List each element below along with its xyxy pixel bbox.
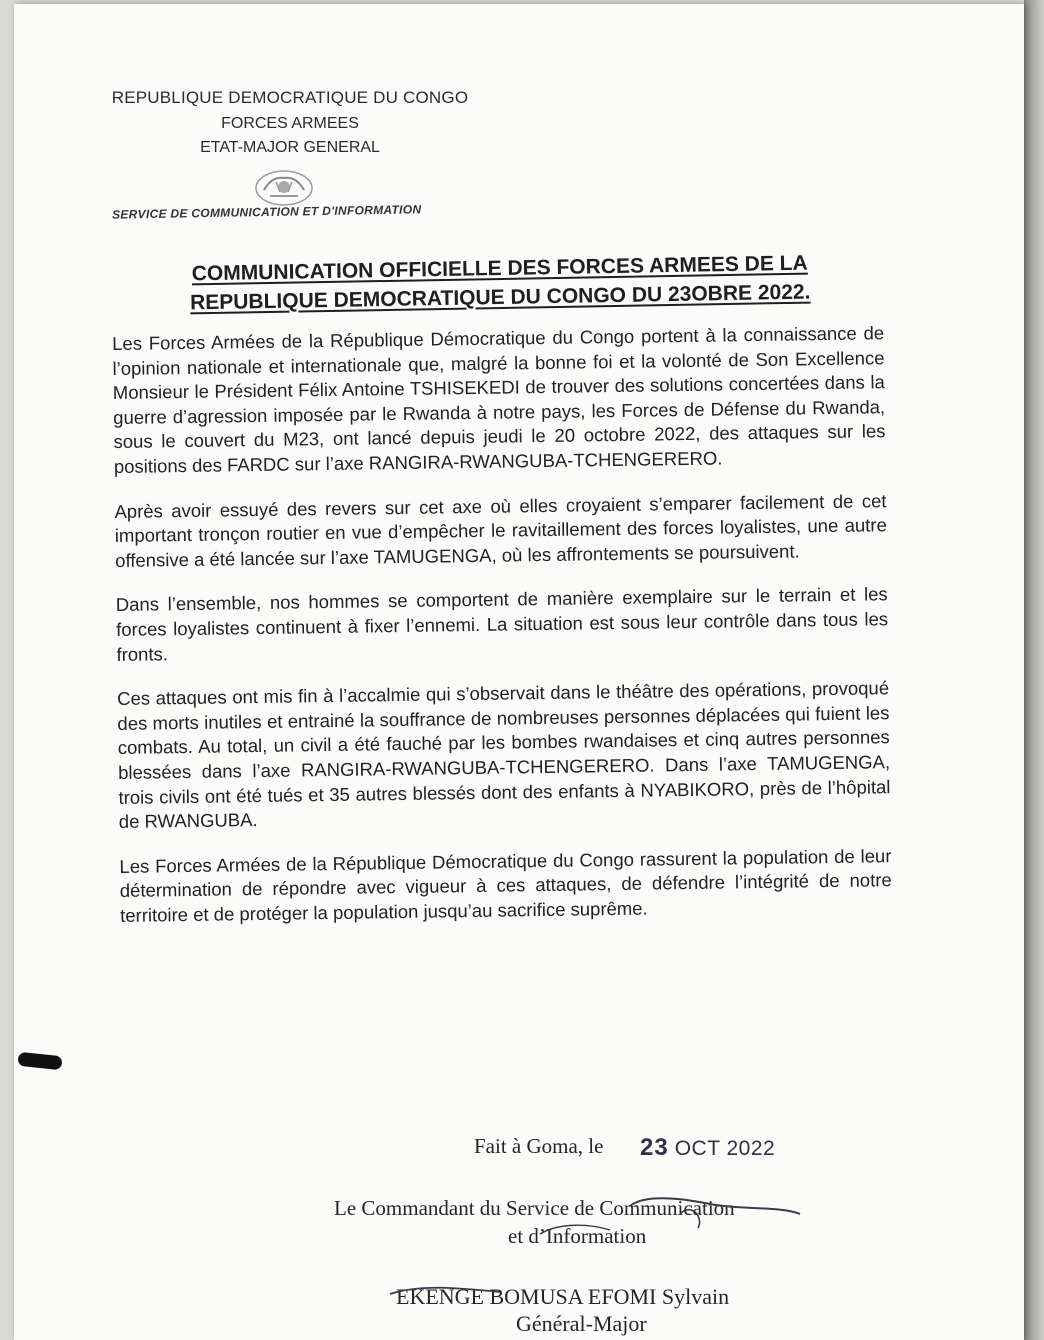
paragraph: Ces attaques ont mis fin à l’accalmie qui s’observait dans le théâtre des opérations, provoqué des morts inutiles et entrainé la souffrance de nombreuses personnes déplacées qui fuient les combats. Au total, un civil a été fauché par les bombes rwandaises et cinq autres personnes blessées dans l’axe RANGIRA-RWANGUBA-TCHENGERERO. Dans l’axe TAMUGENGA, trois civils ont été tués et 35 autres blessés dont des enfants à NYABIKORO, près de l’hôpital de RWANGUBA. (116, 677, 891, 833)
date-stamp-month-year: OCT 2022 (674, 1137, 776, 1160)
header-forces: FORCES ARMEES (221, 115, 359, 132)
signatory-name: EKENGE BOMUSA EFOMI Sylvain (396, 1284, 730, 1309)
scan-edge-shadow (1024, 0, 1044, 1340)
title-line-2: REPUBLIQUE DEMOCRATIQUE DU CONGO DU 23OBRE 2022. (189, 280, 811, 315)
emblem-icon (252, 168, 316, 208)
header-staff: ETAT-MAJOR GENERAL (200, 139, 380, 156)
document-body (112, 321, 893, 948)
title-line-1: COMMUNICATION OFFICIELLE DES FORCES ARMEES DE LA (191, 251, 808, 286)
paragraph: Les Forces Armées de la République Démocratique du Congo portent à la connaissance de l’opinion nationale et internationale que, malgré la bonne foi et la volonté de Son Excellence Monsieur le Président Félix Antoine TSHISEKEDI de trouver des solutions concertées dans la guerre d’agression imposée par le Rwanda à notre pays, les Forces de Défense du Rwanda, sous le couvert du M23, ont lancé depuis jeudi le 20 octobre 2022, des attaques sur les positions des FARDC sur l’axe RANGIRA-RWANGUBA-TCHENGERERO. (112, 322, 886, 477)
header-country: REPUBLIQUE DEMOCRATIQUE DU CONGO (111, 88, 469, 107)
date-stamp-day: 23 (640, 1134, 669, 1161)
paragraph: Les Forces Armées de la République Démocratique du Congo rassurent la population de leur détermination de répondre avec vigueur à ces attaques, de défendre l’intégrité de notre territoire et de protéger la population jusqu’au sacrifice suprême. (119, 844, 892, 926)
signatory-title-line-2: et d’Information (508, 1224, 647, 1248)
date-stamp (640, 1134, 775, 1162)
place-date-label: Fait à Goma, le (474, 1134, 604, 1158)
paragraph: Dans l’ensemble, nos hommes se comportent de manière exemplaire sur le terrain et les forces loyalistes continuent à fixer l’ennemi. La situation est sous leur contrôle dans tous les fronts. (115, 583, 889, 665)
signatory-rank: Général-Major (516, 1311, 647, 1336)
service-label: SERVICE DE COMMUNICATION ET D'INFORMATION (111, 202, 422, 222)
signatory-title-line-1: Le Commandant du Service de Communication (334, 1196, 735, 1220)
paragraph: Après avoir essuyé des revers sur cet axe où elles croyaient s’emparer facilement de cet important tronçon routier en vue d’empêcher le ravitaillement des forces loyalistes, une autre offensive a été lancée sur l’axe TAMUGENGA, où les affrontements se poursuivent. (114, 489, 887, 571)
